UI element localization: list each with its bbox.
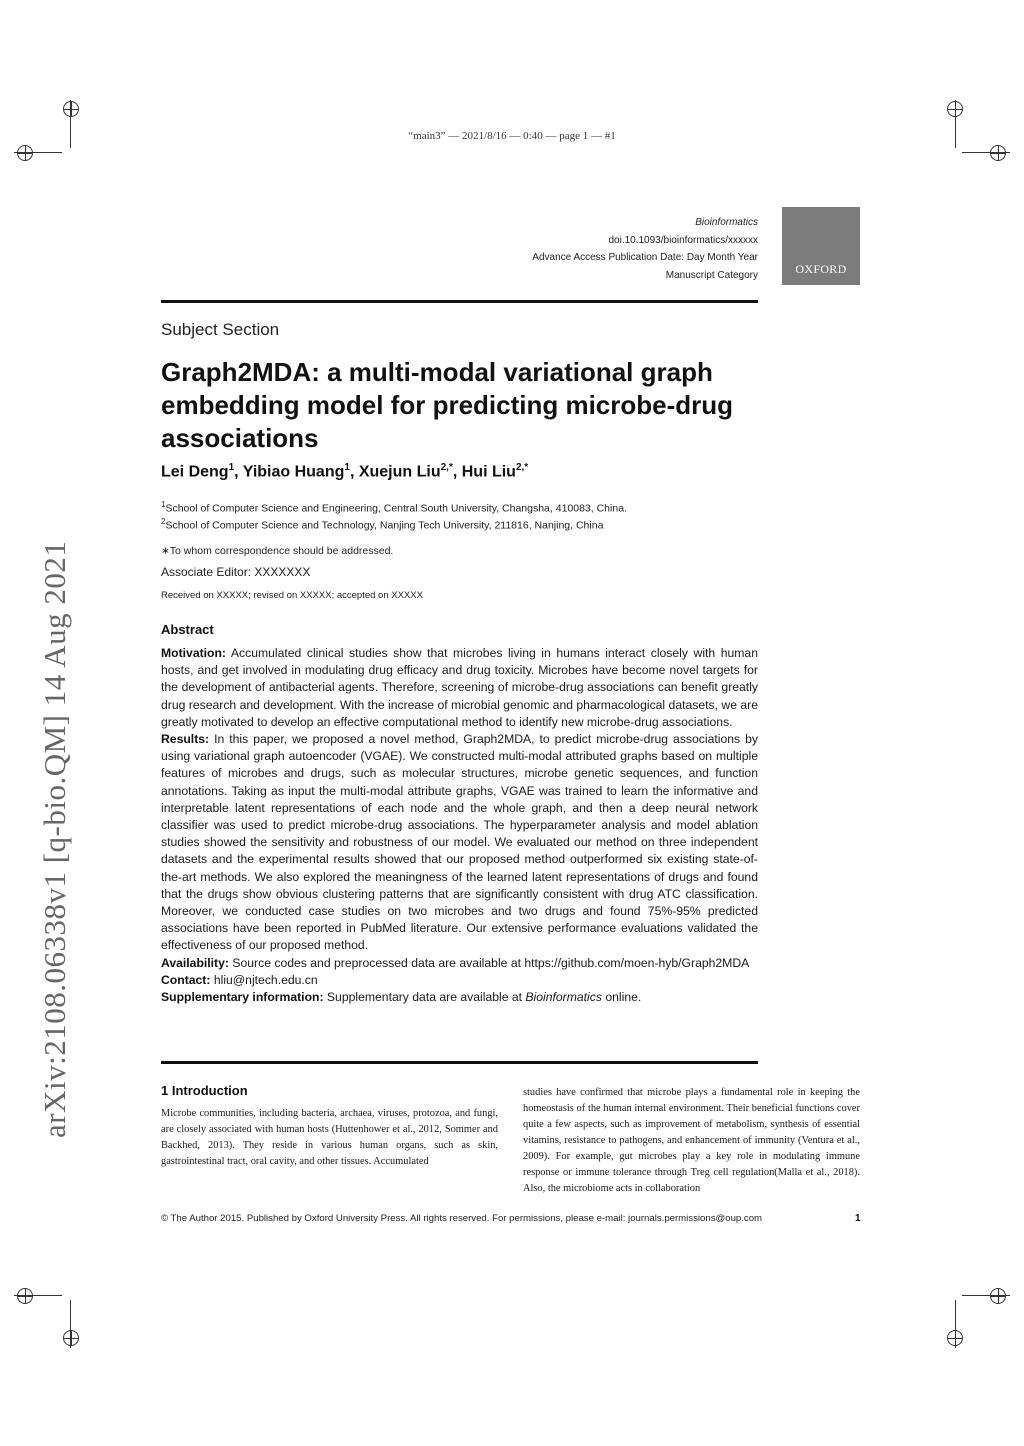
journal-meta (532, 214, 758, 284)
affiliation (161, 500, 627, 515)
registration-mark (947, 1330, 963, 1346)
author-separator: , (349, 463, 359, 481)
abstract-body (161, 645, 758, 1006)
affiliation-text: School of Computer Science and Technology, Nanjing Tech University, 211816, Nanjing, China (165, 519, 604, 532)
author-affil-sup: 2,* (440, 462, 453, 473)
registration-mark (990, 1288, 1006, 1304)
supplementary-label: Supplementary information: (161, 990, 324, 1005)
author-separator: , (452, 463, 462, 481)
results-text: In this paper, we proposed a novel method, Graph2MDA, to predict microbe-drug associations by using variational graph autoencoder (VGAE). We constructed multi-modal attributed graphs based on multiple features of microbes and drugs, such as molecular structures, microbe genetic sequences, and function annotations. Taking as input the multi-modal attribute graphs, VGAE was trained to learn the informative and interpretable latent representations of each node and the whole graph, and then a deep neural network classifier was used to predict microbe-drug associations. The hyperparameter analysis and model ablation studies showed the sensitivity and robustness of our model. We evaluated our method on three independent datasets and the experimental results showed that our proposed method outperformed six existing state-of-the-art methods. We also explored the meaningness of the learned latent representations of drugs and found that the drugs show obvious clustering patterns that are significantly consistent with drug ATC classification. Moreover, we conducted case studies on two microbes and two drugs and found 75%-95% predicted associations have been reported in PubMed literature. Our extensive performance evaluations validated the effectiveness of our proposed method. (161, 732, 758, 953)
journal-name: Bioinformatics (695, 217, 758, 228)
affiliation-text: School of Computer Science and Engineering, Central South University, Changsha, 410083, China. (165, 502, 627, 515)
supplementary-journal: Bioinformatics (525, 990, 602, 1005)
affiliation (161, 517, 603, 532)
journal-category: Manuscript Category (665, 269, 758, 281)
registration-mark (17, 1288, 33, 1304)
motivation-text: Accumulated clinical studies show that microbes living in humans interact closely with human hosts, and get involved in modulating drug efficacy and drug toxicity. Microbes have become novel targets for the development of antibacterial agents. Therefore, screening of microbe-drug associations can benefit greatly drug research and development. With the increase of microbial genomic and pharmacological datasets, we are greatly motivated to develop an effective computational method to identify new microbe-drug associations. (161, 646, 758, 729)
results-label: Results: (161, 732, 210, 747)
registration-mark (947, 101, 963, 117)
header-rule (161, 300, 758, 303)
affiliation-sup: 1 (161, 500, 166, 509)
availability-text: Source codes and preprocessed data are available at https://github.com/moen-hyb/Graph2MDA (232, 955, 750, 970)
subject-section: Subject Section (161, 320, 280, 339)
author-list (161, 462, 528, 481)
supplementary-text: Supplementary data are available at (326, 990, 523, 1005)
abstract-contact (161, 972, 758, 989)
intro-left-column: Microbe communities, including bacteria, archaea, viruses, protozoa, and fungi, are closely associated with human hosts (Huttenhower et al., 2012, Sommer and Backhed, 2013). They reside in various human organs, such as skin, gastrointestinal tract, oral cavity, and other tissues. Accumulated (161, 1108, 498, 1167)
correspondence-note: ∗To whom correspondence should be addressed. (161, 545, 394, 557)
author-affil-sup: 1 (344, 462, 350, 473)
author-name: Lei Deng (161, 463, 229, 481)
running-head: “main3” — 2021/8/16 — 0:40 — page 1 — #1 (408, 130, 616, 142)
arxiv-stamp: arXiv:2108.06338v1 [q-bio.QM] 14 Aug 2021 (37, 540, 72, 1138)
received-dates: Received on XXXXX; revised on XXXXX; accepted on XXXXX (161, 590, 423, 601)
journal-access-date: Advance Access Publication Date: Day Month Year (532, 252, 758, 263)
associate-editor: Associate Editor: XXXXXXX (161, 565, 311, 579)
affiliation-sup: 2 (161, 517, 166, 526)
contact-label: Contact: (161, 972, 211, 987)
availability-label: Availability: (161, 955, 229, 970)
registration-mark (990, 145, 1006, 161)
registration-mark (17, 145, 33, 161)
author-affil-sup: 2,* (515, 462, 529, 473)
section-heading-introduction: 1 Introduction (161, 1083, 248, 1098)
abstract-rule (161, 1061, 758, 1064)
motivation-label: Motivation: (161, 646, 226, 660)
supplementary-text-end: online. (605, 990, 642, 1005)
author-name: Hui Liu (461, 463, 516, 481)
paper-title: Graph2MDA: a multi-modal variational graph embedding model for predicting microbe-drug associations (161, 357, 734, 453)
abstract-supplementary (161, 989, 758, 1006)
page-number: 1 (855, 1213, 861, 1224)
abstract-results (161, 731, 758, 955)
author-separator: , (234, 463, 243, 481)
copyright-footer: © The Author 2015. Published by Oxford University Press. All rights reserved. For permissions, please e-mail: journals.permissions@oup.com (161, 1213, 763, 1224)
author-affil-sup: 1 (228, 462, 235, 473)
intro-right-column: studies have confirmed that microbe plays a fundamental role in keeping the homeostasis of the human internal environment. Their beneficial functions cover quite a few aspects, such as improvement of metabolism, synthesis of essential vitamins, resistance to pathogens, and enhancement of immunity (Ventura et al., 2009). For example, gut microbes play a key role in modulating immune response or immune tolerance through Treg cell regulation(Malla et al., 2018). Also, the microbiome acts in collaboration (523, 1087, 860, 1194)
registration-mark (63, 101, 79, 117)
contact-email: hliu@njtech.edu.cn (213, 972, 318, 987)
oxford-logo: OXFORD (782, 207, 860, 285)
author-name: Xuejun Liu (358, 463, 441, 481)
abstract-availability (161, 955, 758, 972)
author-name: Yibiao Huang (242, 463, 345, 481)
journal-doi: doi.10.1093/bioinformatics/xxxxxx (608, 234, 758, 246)
abstract-heading: Abstract (161, 622, 214, 637)
abstract-motivation (161, 645, 758, 731)
registration-mark (63, 1330, 79, 1346)
